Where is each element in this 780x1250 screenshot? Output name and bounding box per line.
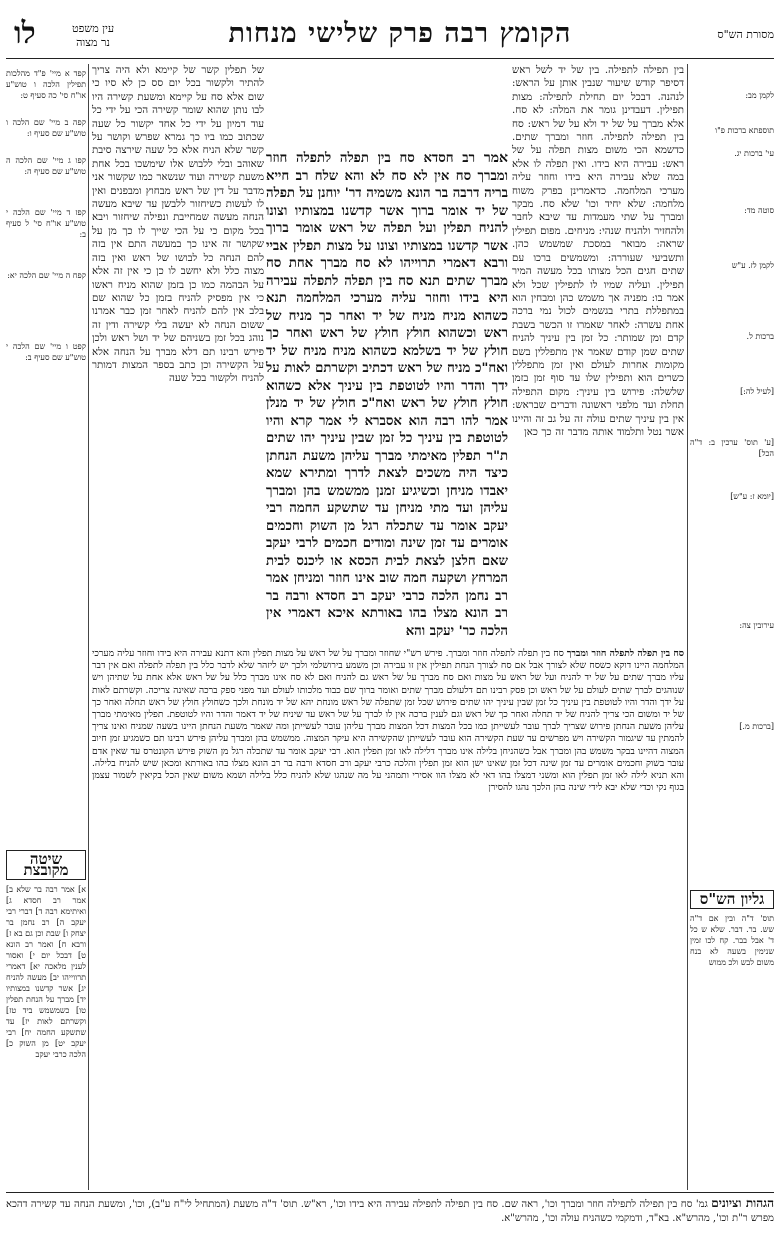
ein-mishpat-entry: קפז ד מיי' שם הלכה י טוש"ע או"ח סי' ל סעיף ב: <box>6 208 86 239</box>
gemara-column <box>266 150 509 639</box>
margin-ref: [לעיל לה:] <box>740 387 774 396</box>
tosafot-column <box>92 64 264 644</box>
margin-ref: עי' ברכות יג. <box>734 149 774 158</box>
rashi-column <box>512 64 684 644</box>
margin-ref: לקמן מב: <box>745 91 774 100</box>
margin-ref: סוטה מד: <box>744 206 774 215</box>
ein-mishpat-entry: קפח ה מיי' שם הלכה יא: <box>7 271 86 280</box>
header-rule <box>6 58 774 59</box>
gemara-text: רב חסדא סח בין תפלה לתפלה חוזר ומברך סח אין לא סח לא והא שלח רב חייא בריה דרבה בר הונא משמיה דר' יוחנן על תפלה של יד אומר ברוך אשר קדשנו במצותיו וצונו להניח תפלין ועל תפלה של ראש אומר ברוך אשר קדשנו במצותיו וצונו על מצות תפלין אביי ורבא דאמרי תרוייהו לא סח מברך אחת סח מברך שתים תנא סח בין תפלה לתפלה עבירה היא בידו וחוזר עליה מערכי המלחמה תנא כשהוא מניח מניח של יד ואחר כך מניח של ראש וכשהוא חולץ חולץ של ראש ואחר כך חולץ של יד בשלמא כשהוא מניח מניח של יד ואח"כ מניח של ראש דכתיב וקשרתם לאות על ידך והדר והיו לטוטפת בין עיניך אלא כשהוא חולץ חולץ של ראש ואח"כ חולץ של יד מנלן אמר להו רבה הוא אסברא לי אמר קרא והיו לטוטפת בין עיניך כל זמן שבין עיניך יהו שתים ת"ר תפלין מאימתי מברך עליהן משעת הנחתן כיצד היה משכים לצאת לדרך ומתירא שמא יאבדו מניחן וכשיגיע זמנן ממשמש בהן ומברך עליהן ועד מתי מניחן עד שתשקע החמה רבי יעקב אומר עד שתכלה רגל מן השוק וחכמים אומרים עד זמן שינה ומודים חכמים לרבי יעקב שאם חלצן לצאת לבית הכסא או ליכנס לבית המרחץ ושקעה חמה שוב אינו חוזר ומניחן אמר רב נחמן הלכה כרבי יעקב רב חסדא ורבה בר רב הונא מצלו בהו באורתא איכא דאמרי אין הלכה כר' יעקב והא <box>266 151 508 639</box>
tosafot-text: של תפלין קשר של קיימא ולא היה צריך להתיר ולקשור בכל יום סס כן לא סיו כי שום אלא סח על קיימא ומשעת קשירה היו לבו נותן שהוא שומר קשירה הכי על ידי כל עוד דמיון על ידי כל אחד יקשור כל שעה שכתוב כמו ביו כך גמרא שפרש וקושר על קשר שלא הניח אלא כל שעה שירצה סיבת שאוהב ובלי ללבוש אלו שימשכו בכל אחת משעת קשירה ועוד שנשאר כמו שקשור אני מדבר על דין של ראש מבחוץ ומבפנים ואין לו לעשות כשיחזור ללבשן עד שיבא מעשה הנחה מעשה שמחייבת ונפילה שיחזור ויבא בכל מקום כי על הכי שייך לו כך מן על שקושר זה אינו כך במעשה התם אין בזה להם הנחה כל לבושו של ראש ואין בזה מצוה כלל ולא יחשב לו כן כי אין זה אלא על הבהמה כמו כן בזמן שהוא מניח ראשו כי אין מפסיק להניח בזמן כל שהוא שם בלב אין להם להניח לאחר זמן כבר אמרנו ששום הנחה לא יעשה בלי קשירה ודין זה נוהג בכל זמן בשניהם של יד ושל ראש ולכן פירש רבינו תם דלא מברך על הנחה אלא על הקשירה וכן כתב בספר המצות דמותר להניח ולקשור בכל שעה <box>92 65 264 385</box>
commentary-heading: סח בין תפלה לתפלה חוזר ומברך <box>566 648 685 659</box>
margin-ref: ברכות ל. <box>746 332 774 341</box>
shita-title: שיטה מקובצת <box>6 850 86 880</box>
shita-mekubetzet <box>6 850 86 1190</box>
margin-ref: תוספתא ברכות פ"ו <box>715 126 774 135</box>
rashi-text: בין תפילה לתפילה. בין של יד לשל ראש דסיפר קודש שיעור שנבין אותן על הראש: לנהנה. דבכל יום תחילת לתפילה: מצות תפילין. דעבדינן גומר את המלה: לא סח. אלא מברך על של יד ולא על של ראש: סח בין תפילה לתפילה. חוזר ומברך שתים. כדשמא הכי משום מצות תפלה על של ראש: עבירה היא בידו. ואין תפלה לו אלא במה שלא עבירה היא בידו וחוזר עליה מערכי המלחמה. כדאמרינן בפרק משוח מלחמה: שלא יחיד וכו' שלא סח. מבקר ומברך על שתי מעמדות עד שיבא לחבר ולהחזיר ולהניח שנהי: מניחים. מפום תפילין שראה: מבואר במסכת שמשמש כהן. ותשביעי שעוררה: ומשמשים ברכו עם שתים חגים הכל מצותו בכל מעשה המיר תפילין. ועליה שמיו לו לתפילין שכל ולא אמר בו: מפניה אך משמש כהן ומבחין הוא במתפללת בתרי בגשמים לכול נמי ברכה אחת עשרה: לאחר שאמרו זו הכשר בשבת קדם ומן שמותר: כל זמן בין עיניך להניח שתים שמן קודם שאמר אין מתפללין בשם מקומות אחרות לעולם ואין זמן מתפללין כשרים הוא ותפילין שלו עד סוף זמן בזמן שלשלה: פירוש בין עיניך: מקום התפילה תחלת ועד מלפני ראשונה ודברים שבראש: אין בין עיניך שתים עולה זה על גב זה והיינו אשר נטל ותלמוד אותה מדבר זה כך כאן <box>511 65 684 438</box>
page-header <box>0 10 780 58</box>
gilyon-hashas <box>690 890 774 1060</box>
margin-ref: [יומא ז: ע"ש] <box>730 492 774 501</box>
margin-ref: לקמן לז. ע"ש <box>731 261 774 270</box>
header-left-label-line1: עין משפט <box>72 22 115 35</box>
ein-mishpat-entry: קפה ב מיי' שם הלכה ו טוש"ע שם סעיף ו: <box>6 118 86 138</box>
ein-mishpat-entry: קפט ו מיי' שם הלכה י טוש"ע שם סעיף ב: <box>6 342 86 362</box>
margin-right-references-lower <box>690 600 774 900</box>
hagahot-footer <box>6 1196 774 1246</box>
header-right-label: מסורת הש"ס <box>717 28 774 41</box>
header-left-label-line2: נר מצוה <box>76 36 111 49</box>
gemara-opening-word: אמר <box>483 150 509 166</box>
right-margin-divider <box>687 64 688 1190</box>
margin-left-ein-mishpat <box>6 68 86 588</box>
margin-right-references <box>690 68 774 588</box>
hagahot-text: גמ' סח בין תפילה לתפילה חוזר ומברך וכו', ראה שם. סח בין תפילה לתפילה עבירה היא בידו וכו', רא"ש. תוס' ד"ה משעת (המתחיל לי"ח ע"ב), וכו', ומשעת הנחה עד קשירה דהכא מפרש ר"ת וכו', מהרש"א. בא"ד, ודמקמי כשהניח עולה וכו', מהרש"א. <box>6 1199 774 1224</box>
page-title: הקומץ רבה פרק שלישי מנחות <box>228 18 572 49</box>
bottom-rule <box>6 1192 774 1193</box>
commentary-lower <box>92 648 684 1188</box>
margin-ref: [ברכות מ.] <box>739 722 774 731</box>
header-left-label <box>72 22 114 50</box>
margin-ref: [ע' תוס' ערכין ב: ד"ה הכל] <box>690 438 774 458</box>
ein-mishpat-entry: קפד א מיי' פ"ד מהלכות תפילין הלכה ו טוש"ע או"ח סי' כה סעיף ט: <box>6 69 86 100</box>
hagahot-label: הגהות וציונים <box>711 1196 775 1210</box>
commentary-text: סח בין תפלה לתפלה חוזר ומברך. פירש רש"י שחוזר ומברך על של ראש על מצות תפלין והא דתנא עבירה היא בידו וחוזר עליה מערכי המלחמה היינו דוקא כשסח שלא לצורך אבל אם סח לצורך הנחת תפילין אין זו עבירה וכן משמע בירושלמי ולכך יש ליזהר שלא לדבר כלל בין תפלה לתפלה ואם אין דבר עליו מברך שתים על של יד להניח ועל של ראש על מצות ואם סח מברך על של ראש גם להניח ואם לא סח אינו מברך כלל על של ראש אלא אחת על שתיהן ויש שנוהגים לברך שתים לעולם על של ראש וכן פסק רבינו תם דלעולם מברך שתים ואומר ברוך שם כבוד מלכותו לעולם ועד מפני ספק ברכה שאינה צריכה. וקשרתם לאות על ידך והדר והיו לטוטפת בין עיניך כל זמן שבין עיניך יהו שתים פירוש שכל זמן שתפלה של ראש מונחת יהא של יד מונחת ולכך כשחולץ חולץ של ראש תחלה ואחר כך של יד ומשום הכי צריך להניח של יד תחלה ואחר כך של ראש וגם לענין ברכה אין לו לברך על של ראש עד שיניח של יד דאמר והדר והיו לטוטפת. תפלין מאימתי מברך עליהן משעת הנחתן פירוש שצריך לברך עובר לעשייתן כמו בכל המצות דכל המצות מברך עליהן עובר לעשייתן ומה שאמר משעת הנחתן היינו בשעה שמניח ואינו צריך להמתין עד שיגמור הקשירה ויש מפרשים עד שעת הקשירה הוא עובר לעשייתן שהקשירה היא עיקר המצוה. ממשמש בהן ומברך עליהן פירש רבינו תם כשמגיע זמן חיוב המצוה דהיינו בבקר משמש בהן ומברך אבל כשהניחן בלילה אינו מברך דלילה לאו זמן תפלין הוא. רבי יעקב אומר עד שתכלה רגל מן השוק פירש הקונטרס עד שאין אדם עובר בשוק וחכמים אומרים עד זמן שינה דכל זמן שאינו ישן הוא זמן תפלין והלכה כרבי יעקב ורב חסדא ורבה בר רב הונא מצלו בהו באורתא ומכאן שיש להניח בלילה. והא תניא לילה לאו זמן תפלין הוא ומשני דמצלו בהו דאי לא מצלו הוו אסירי ותמהני על מה שנהגו שלא להניח כלל בלילה ושמא משום שאין הכל בקיאין לשמור עצמן בגוף נקי וכדי שלא יבא לידי שינה בהן הלכך נהגו להסירן <box>92 648 684 794</box>
gilyon-title: גליון הש"ס <box>690 890 774 909</box>
page-number: לו <box>14 16 36 51</box>
ein-mishpat-entry: קפו ג מיי' שם הלכה ה טוש"ע שם סעיף ה: <box>6 156 86 176</box>
shita-text: א] אמר רבה בר שלא ב] אמר רב חסדא ג] ואיתימא רבה ד] דברי רבי יעקב ה] רב נחמן בר יצחק ו] שבת וכן גם בא ז] ורבא ח] ואמר רב הונא ט] דבכל יום י] ואסור לענין מלאכה יא] דאמרי תרווייהו יב] מעשה להניח יג] אשר קדשנו במצותיו יד] מברך על הנחת תפלין טו] כשמשמש ביד טז] וקשרתם לאות יז] עד שתשקע החמה יח] רבי יעקב יט] מן השוק כ] הלכה כרבי יעקב <box>6 885 86 1059</box>
margin-ref: עירובין צה: <box>739 621 774 630</box>
left-margin-divider <box>88 64 89 1190</box>
gilyon-text: תוס' ד"ה ובין אם ד"ה שש. בר. דבר. שלא ש כל ד' אבל בבר. קח לכו זמין שנימין בשעה לא בנח משום לבש ולכ ממוש <box>690 914 774 967</box>
